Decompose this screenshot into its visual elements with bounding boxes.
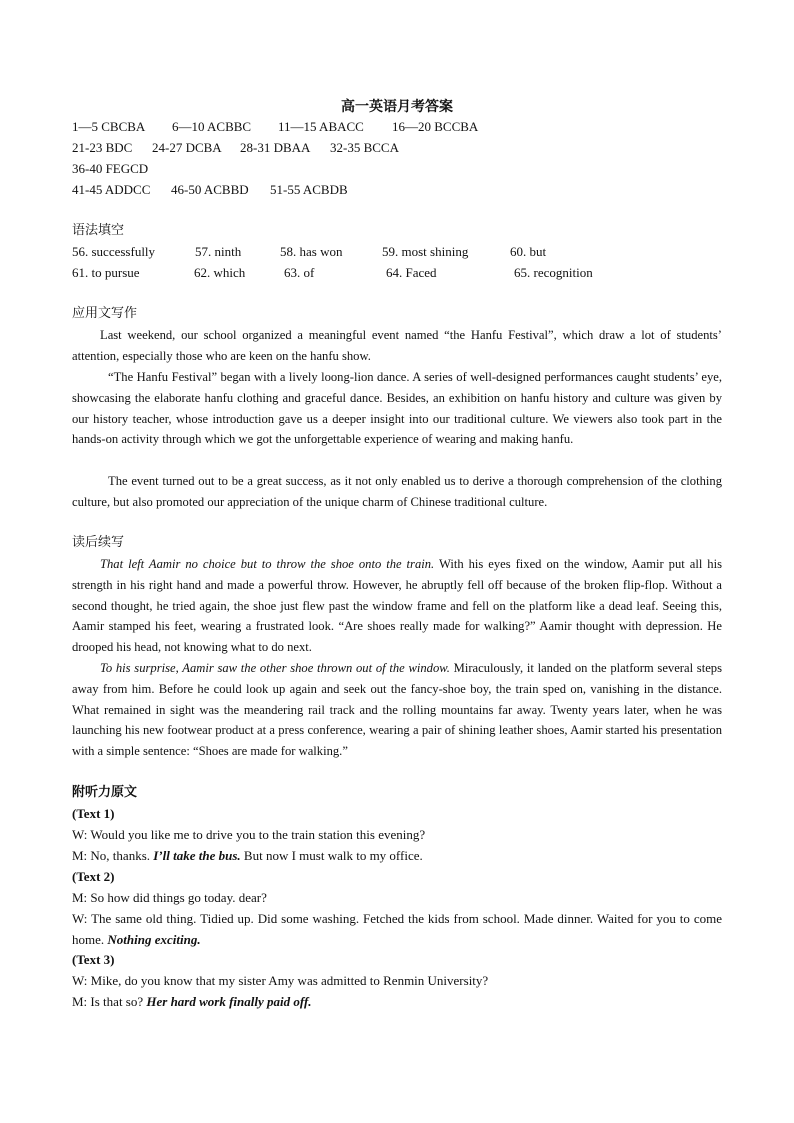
text-1-woman-line: W: Would you like me to drive you to the train station this evening? — [72, 827, 426, 842]
answer-group: 6—10 ACBBC — [172, 119, 252, 134]
grammar-heading: 语法填空 — [72, 223, 125, 238]
grammar-answer: 61. to pursue — [72, 265, 140, 280]
continuation-lead-sentence: To his surprise, Aamir saw the other shoe thrown out of the window. — [100, 661, 450, 675]
answers-row-3 — [72, 160, 148, 178]
answer-group: 1—5 CBCBA — [72, 119, 146, 134]
continuation-lead-sentence: That left Aamir no choice but to throw the shoe onto the train. — [100, 557, 435, 571]
grammar-answer: 57. ninth — [195, 244, 242, 259]
dialogue-text: W: The same old thing. Tidied up. Did some washing. Fetched the kids from school. Made dinner. Waited for you to come home. — [72, 911, 722, 947]
grammar-answer: 58. has won — [280, 244, 343, 259]
continuation-body: Miraculously, it landed on the platform several steps away from him. Before he could look up again and seek out the fancy-shoe boy, the train sped on, vanishing in the distance. What remained in sight was the meandering rail track and the rolling mountains far away. Twenty years later, when he was launching his new footwear product at a press conference, wearing a pair of shining leather shoes, Aamir started his presentation with a simple sentence: “Shoes are made for walking.” — [72, 661, 722, 759]
grammar-row-1 — [72, 243, 546, 261]
answer-group: 36-40 FEGCD — [72, 161, 149, 176]
answer-group: 28-31 DBAA — [240, 140, 311, 155]
continuation-body: With his eyes fixed on the window, Aamir put all his strength in his right hand and made a powerful throw. However, he abruptly fell off because of the broken flip-flop. Without a second thought, he tried again, the shoe just flew past the window frame and fell on the platform like a dead leaf. Seeing this, Aamir stamped his feet, wearing a frustrated look. “Are shoes really made for walking?” Aamir thought with depression. He drooped his head, not knowing what to do next. — [72, 557, 722, 655]
answer-group: 16—20 BCCBA — [392, 119, 479, 134]
writing-paragraph-3: The event turned out to be a great success, as it not only enabled us to derive a thorough comprehension of the clothing culture, but also promoted our appreciation of the unique charm of Chinese traditional culture. — [72, 474, 722, 509]
answers-row-4 — [72, 181, 348, 199]
key-answer-phrase: Nothing exciting. — [107, 931, 201, 947]
text-1-label: (Text 1) — [72, 806, 115, 821]
continuation-paragraph-1 — [72, 554, 722, 658]
answers-row-2 — [72, 139, 399, 157]
answer-group: 51-55 ACBDB — [270, 182, 348, 197]
text-2-woman-line — [72, 909, 722, 951]
answer-group: 21-23 BDC — [72, 140, 133, 155]
text-2-man-line: M: So how did things go today. dear? — [72, 890, 267, 905]
writing-heading: 应用文写作 — [72, 306, 138, 321]
grammar-answer: 63. of — [284, 265, 315, 280]
dialogue-text: M: Is that so? — [72, 994, 147, 1009]
answer-group: 41-45 ADDCC — [72, 182, 151, 197]
text-1-man-line — [72, 847, 423, 865]
text-3-label: (Text 3) — [72, 952, 115, 967]
grammar-answer: 56. successfully — [72, 244, 156, 259]
grammar-answer: 60. but — [510, 244, 547, 259]
writing-paragraph-2: “The Hanfu Festival” began with a lively loong-lion dance. A series of well-designed performances caught students’ eye, showcasing the elaborate hanfu clothing and graceful dance. Besides, an exhibition on hanfu history and culture was given by our history teacher, whose introduction gave us a deeper insight into our traditional culture. We viewers also took part in the hands-on activity through which we got the unforgettable experience of wearing and making hanfu. — [72, 370, 722, 447]
grammar-answer: 65. recognition — [514, 265, 593, 280]
grammar-answer: 62. which — [194, 265, 246, 280]
dialogue-text: M: No, thanks. — [72, 848, 154, 863]
grammar-answer: 64. Faced — [386, 265, 437, 280]
key-answer-phrase: I’ll take the bus. — [153, 848, 241, 863]
page-title: 高一英语月考答案 — [341, 99, 453, 115]
answer-group: 24-27 DCBA — [152, 140, 222, 155]
text-2-label: (Text 2) — [72, 869, 115, 884]
text-3-woman-line: W: Mike, do you know that my sister Amy was admitted to Renmin University? — [72, 973, 489, 988]
answer-group: 11—15 ABACC — [278, 119, 364, 134]
listening-heading: 附听力原文 — [72, 785, 138, 800]
continuation-heading: 读后续写 — [72, 535, 125, 550]
answer-group: 46-50 ACBBD — [171, 182, 249, 197]
dialogue-text: But now I must walk to my office. — [240, 848, 423, 863]
grammar-row-2 — [72, 264, 593, 282]
key-answer-phrase: Her hard work finally paid off. — [146, 994, 312, 1009]
text-3-man-line — [72, 993, 312, 1011]
answers-row-1 — [72, 118, 478, 136]
answer-group: 32-35 BCCA — [330, 140, 399, 155]
grammar-answer: 59. most shining — [382, 244, 469, 259]
writing-paragraph-1: Last weekend, our school organized a meaningful event named “the Hanfu Festival”, which draw a lot of students’ attention, especially those who are keen on the hanfu show. — [72, 328, 722, 363]
continuation-paragraph-2 — [72, 658, 722, 762]
